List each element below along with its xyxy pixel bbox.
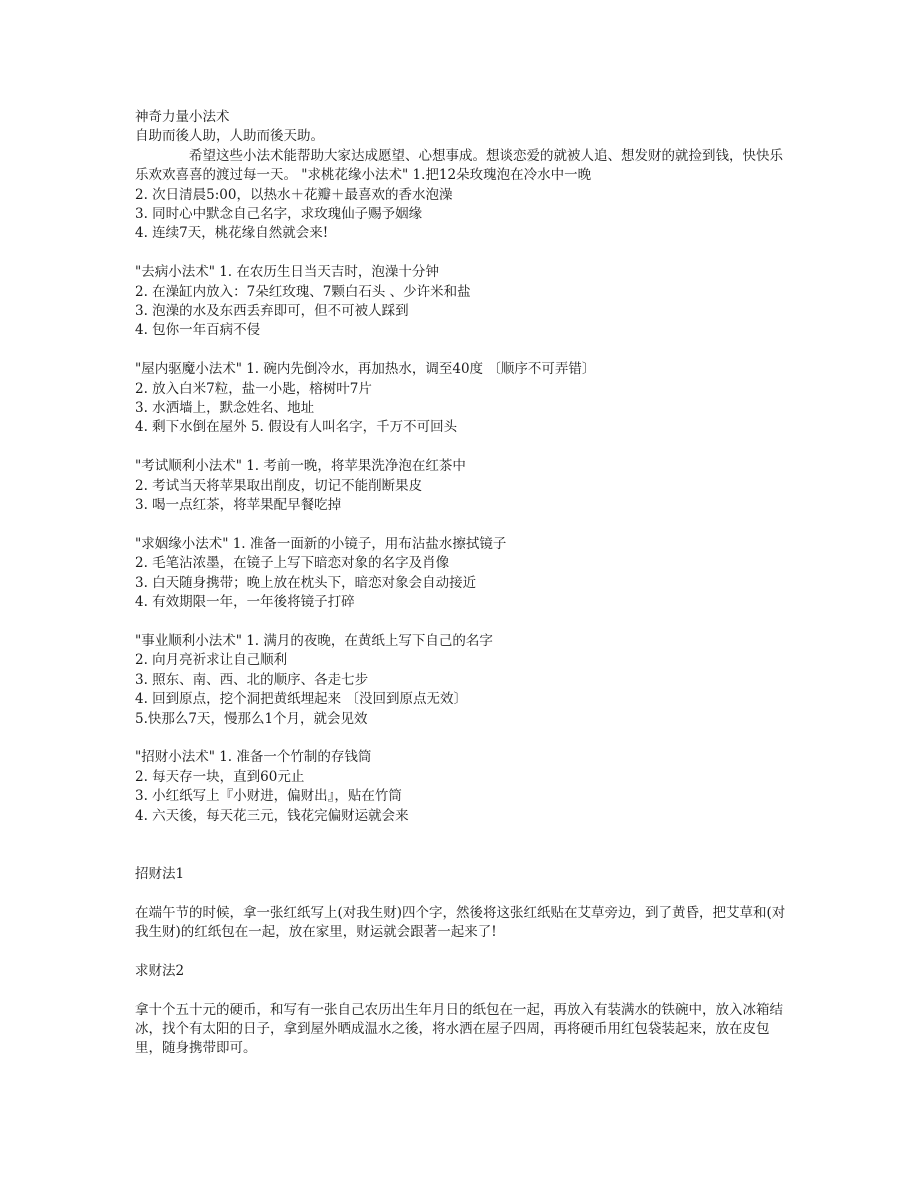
document-title: 神奇力量小法术	[135, 109, 230, 125]
spacer	[135, 438, 795, 457]
spell-step: 2. 放入白米7粒，盐一小匙，榕树叶7片	[135, 380, 372, 397]
spell-step: 4. 包你一年百病不侵	[135, 322, 261, 339]
document-subtitle: 自助而後人助，人助而後天助。	[135, 128, 324, 145]
spacer	[135, 341, 795, 360]
spell-step: 2. 毛笔沾浓墨，在镜子上写下暗恋对象的名字及肖像	[135, 555, 450, 572]
section-heading: 招财法1	[135, 865, 185, 882]
spell-step: 4. 有效期限一年，一年後将镜子打碎	[135, 594, 355, 611]
spell-first-line: "去病小法术" 1. 在农历生日当天吉时，泡澡十分钟	[135, 264, 439, 281]
spell-step: 4. 连续7天，桃花缘自然就会来!	[135, 225, 329, 242]
spell-step: 3. 白天随身携带；晚上放在枕头下，暗恋对象会自动接近	[135, 574, 477, 591]
spell-first-line: "事业顺利小法术" 1. 满月的夜晚，在黄纸上写下自己的名字	[135, 632, 493, 649]
spacer	[135, 515, 795, 534]
spell-first-line: "求姻缘小法术" 1. 准备一面新的小镜子，用布沾盐水擦拭镜子	[135, 535, 507, 552]
spell-step: 5.快那么7天，慢那么1个月，就会见效	[135, 710, 368, 727]
spell-step: 3. 照东、南、西、北的顺序、各走七步	[135, 671, 369, 688]
spacer	[135, 729, 795, 748]
spell-step: 2. 在澡缸内放入：7朵红玫瑰、7颗白石头 、少许米和盐	[135, 283, 471, 300]
spell-step: 2. 次日清晨5:00，以热水＋花瓣＋最喜欢的香水泡澡	[135, 186, 453, 203]
document-body	[135, 108, 795, 1059]
spell-step: 2. 每天存一块，直到60元止	[135, 768, 305, 785]
spell-step: 3. 喝一点红茶，将苹果配早餐吃掉	[135, 497, 342, 514]
spacer	[135, 981, 795, 1000]
spell-step: 3. 小红纸写上『小财进，偏财出』，贴在竹筒	[135, 788, 402, 805]
spell-first-line: "招财小法术" 1. 准备一个竹制的存钱筒	[135, 749, 372, 766]
section-heading: 求财法2	[135, 962, 185, 979]
spell-step: 3. 水洒墙上，默念姓名、地址	[135, 400, 315, 417]
spell-step: 3. 泡澡的水及东西丢弃即可，但不可被人踩到	[135, 303, 409, 320]
spell-桃花-first-line: "求桃花缘小法术" 1.把12朵玫瑰泡在冷水中一晚	[301, 167, 592, 184]
spacer	[135, 942, 795, 961]
section-body: 拿十个五十元的硬币，和写有一张自己农历出生年月日的纸包在一起，再放入有装满水的铁碗中，放入冰箱结冰，找个有太阳的日子，拿到屋外晒成温水之後，将水洒在屋子四周，再将硬币用红包袋装起来，放在皮包里，随身携带即可。	[135, 1001, 783, 1057]
spacer	[135, 613, 795, 632]
spell-step: 2. 向月亮祈求让自己顺利	[135, 652, 288, 669]
spell-step: 4. 六天後，每天花三元，钱花完偏财运就会来	[135, 807, 409, 824]
spacer	[135, 826, 795, 865]
spell-first-line: "考试顺利小法术" 1. 考前一晚，将苹果洗净泡在红茶中	[135, 458, 466, 475]
spell-step: 2. 考试当天将苹果取出削皮，切记不能削断果皮	[135, 477, 423, 494]
spell-step: 4. 剩下水倒在屋外 5. 假设有人叫名字，千万不可回头	[135, 419, 458, 436]
intro-paragraph	[135, 147, 795, 186]
spell-step: 4. 回到原点，挖个洞把黄纸埋起来 〔没回到原点无效〕	[135, 691, 467, 708]
section-body: 在端午节的时候，拿一张红纸写上(对我生财)四个字，然後将这张红纸贴在艾草旁边，到了黄昏，把艾草和(对我生财)的红纸包在一起，放在家里，财运就会跟著一起来了!	[135, 904, 786, 940]
spell-step: 3. 同时心中默念自己名字，求玫瑰仙子赐予姻缘	[135, 206, 423, 223]
intro-text: 希望这些小法术能帮助大家达成愿望、心想事成。想谈恋爱的就被人追、想发财的就捡到钱，快快乐乐欢欢喜喜的渡过每一天。	[135, 147, 783, 184]
spell-first-line: "屋内驱魔小法术" 1. 碗内先倒冷水，再加热水，调至40度 〔顺序不可弄错〕	[135, 361, 596, 378]
spacer	[135, 884, 795, 903]
spacer	[135, 244, 795, 263]
